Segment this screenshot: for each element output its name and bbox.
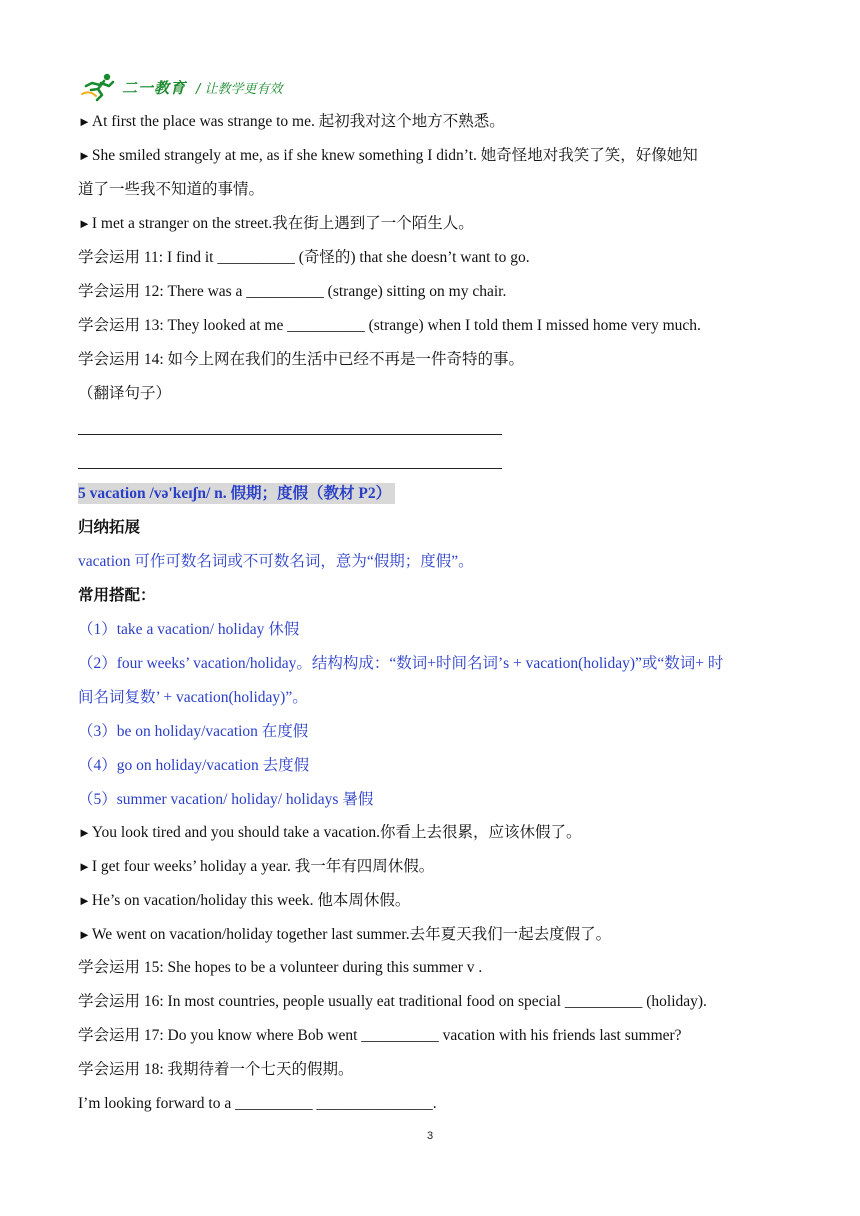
example-sentence: ►You look tired and you should take a vacation.你看上去很累，应该休假了。 — [78, 824, 582, 841]
definition: vacation 可作可数名词或不可数名词，意为“假期；度假”。 — [78, 553, 474, 570]
exercise-instruction: （翻译句子） — [78, 385, 172, 402]
collocation-item: （5）summer vacation/ holiday/ holidays 暑假 — [78, 791, 374, 808]
exercise-11: 学会运用 11: I find it __________ (奇怪的) that she doesn’t want to go. — [78, 249, 530, 266]
subheading: 常用搭配： — [78, 587, 156, 604]
exercise-18: 学会运用 18: 我期待着一个七天的假期。 — [78, 1061, 354, 1078]
bullet-icon: ► — [78, 148, 91, 163]
exercise-18-answer: I’m looking forward to a __________ _______________. — [78, 1095, 437, 1112]
example-sentence: ►She smiled strangely at me, as if she knew something I didn’t. 她奇怪地对我笑了笑，好像她知 — [78, 147, 698, 164]
collocation-item: （2）four weeks’ vacation/holiday。结构构成：“数词+时间名词’s + vacation(holiday)”或“数词+ 时 — [78, 655, 724, 672]
collocation-item: （1）take a vacation/ holiday 休假 — [78, 621, 300, 638]
section-heading: 5 vacation /və'keɪʃn/ n. 假期；度假（教材 P2） — [78, 484, 395, 504]
bullet-icon: ► — [78, 216, 91, 231]
brand-name: 二一教育 — [122, 78, 187, 97]
exercise-17: 学会运用 17: Do you know where Bob went __________ vacation with his friends last summer? — [78, 1027, 682, 1044]
bullet-icon: ► — [78, 114, 91, 129]
example-sentence: ►I met a stranger on the street.我在街上遇到了一个陌生人。 — [78, 215, 474, 232]
exercise-13: 学会运用 13: They looked at me __________ (strange) when I told them I missed home very much. — [78, 317, 701, 334]
exercise-14: 学会运用 14: 如今上网在我们的生活中已经不再是一件奇特的事。 — [78, 351, 525, 368]
exercise-15: 学会运用 15: She hopes to be a volunteer during this summer v . — [78, 959, 483, 976]
subheading: 归纳拓展 — [78, 519, 141, 536]
runner-logo-icon — [80, 72, 120, 102]
page-number: 3 — [426, 1130, 434, 1142]
example-sentence-continued: 道了一些我不知道的事情。 — [78, 181, 265, 198]
example-sentence: ►I get four weeks’ holiday a year. 我一年有四周休假。 — [78, 858, 435, 875]
page-header — [80, 70, 283, 104]
exercise-16: 学会运用 16: In most countries, people usually eat traditional food on special __________ (holiday). — [78, 993, 707, 1010]
exercise-12: 学会运用 12: There was a __________ (strange) sitting on my chair. — [78, 283, 507, 300]
bullet-icon: ► — [78, 859, 91, 874]
bullet-icon: ► — [78, 825, 91, 840]
example-sentence: ►We went on vacation/holiday together last summer.去年夏天我们一起去度假了。 — [78, 926, 612, 943]
collocation-item: （3）be on holiday/vacation 在度假 — [78, 723, 309, 740]
example-sentence: ►At first the place was strange to me. 起初我对这个地方不熟悉。 — [78, 113, 505, 130]
bullet-icon: ► — [78, 927, 91, 942]
example-sentence: ►He’s on vacation/holiday this week. 他本周休假。 — [78, 892, 411, 909]
answer-line — [78, 434, 502, 435]
collocation-item: （4）go on holiday/vacation 去度假 — [78, 757, 310, 774]
answer-line — [78, 468, 502, 469]
brand-slogan: / 让教学更有效 — [196, 81, 283, 97]
bullet-icon: ► — [78, 893, 91, 908]
collocation-item-continued: 间名词复数’ + vacation(holiday)”。 — [78, 689, 308, 706]
